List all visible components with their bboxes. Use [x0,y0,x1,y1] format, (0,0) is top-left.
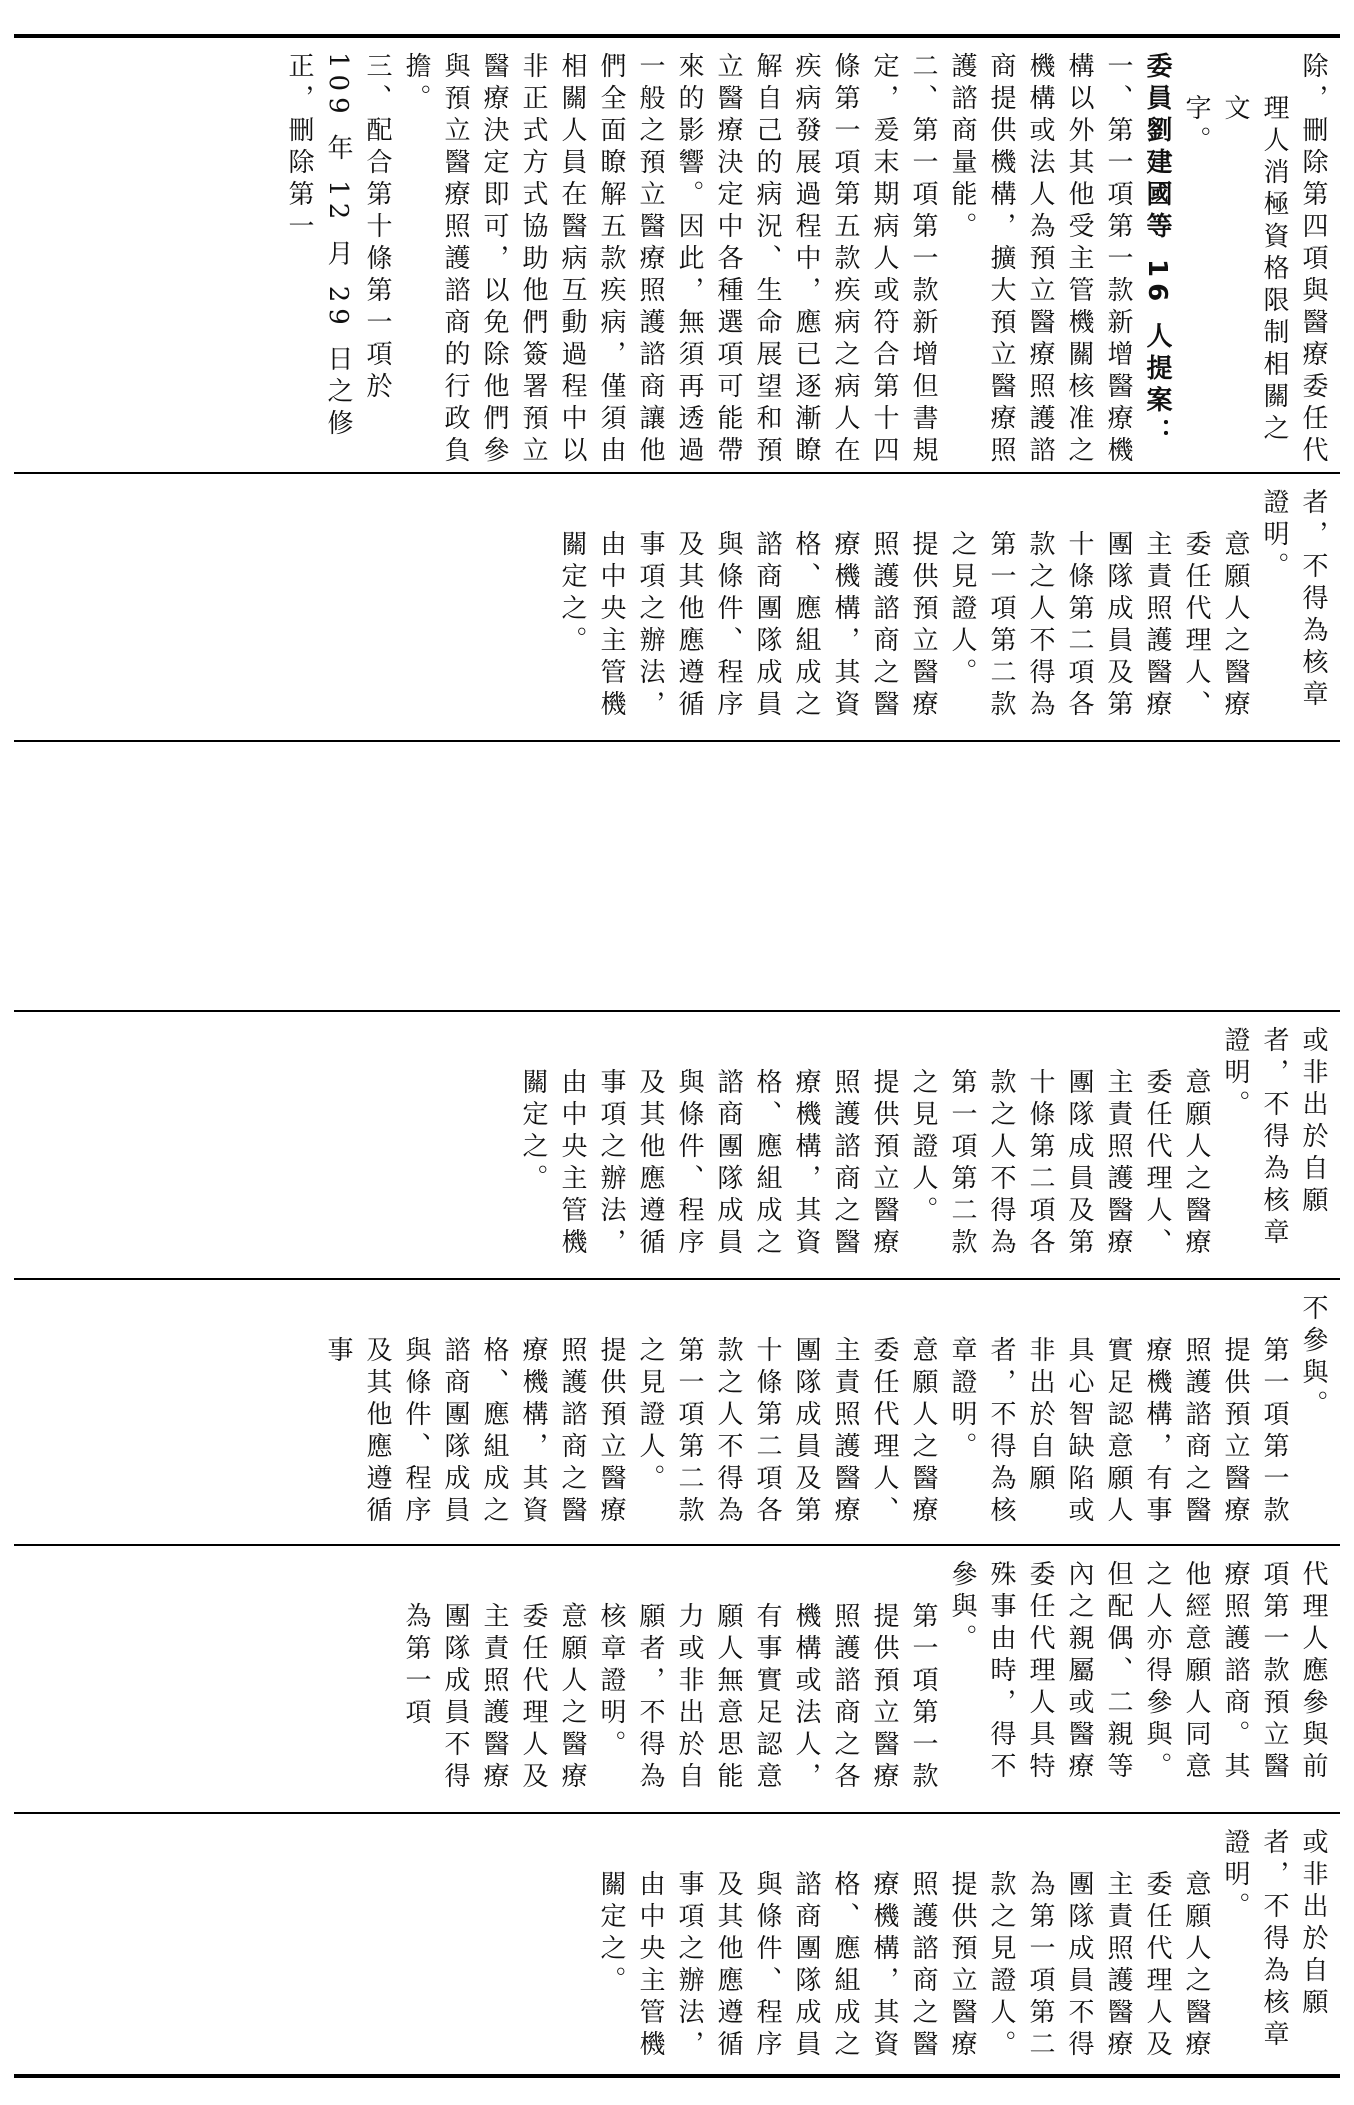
explanation-line-2: 理人消極資格限制相關之文 [1220,93,1289,446]
explanation-line-3: 字。 [1181,93,1211,158]
proposal-item-1: 一、第一項第一款新增醫療機構以外其他受主管機關核准之機構或法人為預立醫療照護諮商提供機構，擴大預立醫療照護諮商量能。 [947,52,1133,468]
article-b-para-2: 意願人之醫療委任代理人、主責照護醫療團隊成員及第十條第二項各款之人不得為第一項第二款之見證人。 [947,529,1250,722]
explanation-line-1: 除，刪除第四項與醫療委任代 [1298,52,1328,468]
proposal-item-2: 二、第一項第一款新增但書規定，爰末期病人或符合第十四條第一項第五款疾病之病人在疾病發展過程中，應已逐漸瞭解自己的病況、生命展望和預立醫療決定中各種選項可能帶來的影響。因此，無須再透過一般之預立醫療照護諮商讓他們全面瞭解五款疾病，僅須由相關人員在醫病互動過程中以非正式方式協助他們簽署預立醫療決定即可，以免除他們參與預立醫療照護諮商的行政負擔。 [401,52,938,468]
article-c-para-3: 提供預立醫療照護諮商之醫療機構，其資格、應組成之諮商團隊成員與條件、程序及其他應遵循事項之辦法，由中央主管機關定之。 [518,1067,899,1260]
article-f-para-2: 意願人之醫療委任代理人及主責照護醫療團隊成員不得為第一項第二款之見證人。 [986,1869,1211,2062]
article-e-para-2: 第一項第一款提供預立醫療照護諮商之各機構或法人，有事實足認意願人無意思能力或非出於自願者，不得為核章證明。 [596,1601,938,1794]
article-c-para-1: 或非出於自願者，不得為核章證明。 [1220,1026,1328,1250]
article-b-para-1: 者，不得為核章證明。 [1259,488,1328,712]
panel1-column-article-text [14,474,1340,740]
panel2-column-f [14,1814,1340,2074]
article-c-para-2: 意願人之醫療委任代理人、主責照護醫療團隊成員及第十條第二項各款之人不得為第一項第二款之見證人。 [908,1067,1211,1260]
article-d-para-3: 意願人之醫療委任代理人、主責照護醫療團隊成員及第十條第二項各款之人不得為第一項第二款之見證人。 [635,1335,938,1528]
panel2-column-d [14,1280,1340,1544]
article-d-para-2: 第一項第一款提供預立醫療照護諮商之醫療機構，有事實足認意願人具心智缺陷或非出於自願者，不得為核章證明。 [947,1335,1289,1528]
article-d-para-4: 提供預立醫療照護諮商之醫療機構，其資格、應組成之諮商團隊成員與條件、程序及其他應遵循事 [323,1335,626,1528]
panel1-bottom-rule [14,740,1340,742]
panel2-column-e [14,1546,1340,1812]
article-f-para-1: 或非出於自願者，不得為核章證明。 [1220,1828,1328,2052]
article-b-para-3: 提供預立醫療照護諮商之醫療機構，其資格、應組成之諮商團隊成員與條件、程序及其他應遵循事項之辦法，由中央主管機關定之。 [557,529,938,722]
article-e-para-3: 意願人之醫療委任代理人及主責照護醫療團隊成員不得為第一項 [401,1601,587,1794]
panel1-column-explanation [14,38,1340,472]
proposal-title: 委員劉建國等 16 人提案： [1142,52,1172,451]
proposal-item-3: 三、配合第十條第一項於 109 年 12 月 29 日之修正，刪除第一 [284,52,392,442]
bottom-border [14,2074,1340,2078]
panel2-column-c [14,1012,1340,1278]
article-e-para-1: 代理人應參與前項第一款預立醫療照護諮商。其他經意願人同意之人亦得參與。但配偶、二親等內之親屬或醫療委任代理人具特殊事由時，得不參與。 [947,1560,1328,1784]
article-d-para-1: 不參與。 [1298,1294,1328,1422]
article-f-para-3: 提供預立醫療照護諮商之醫療機構，其資格、應組成之諮商團隊成員與條件、程序及其他應遵循事項之辦法，由中央主管機關定之。 [596,1869,977,2062]
